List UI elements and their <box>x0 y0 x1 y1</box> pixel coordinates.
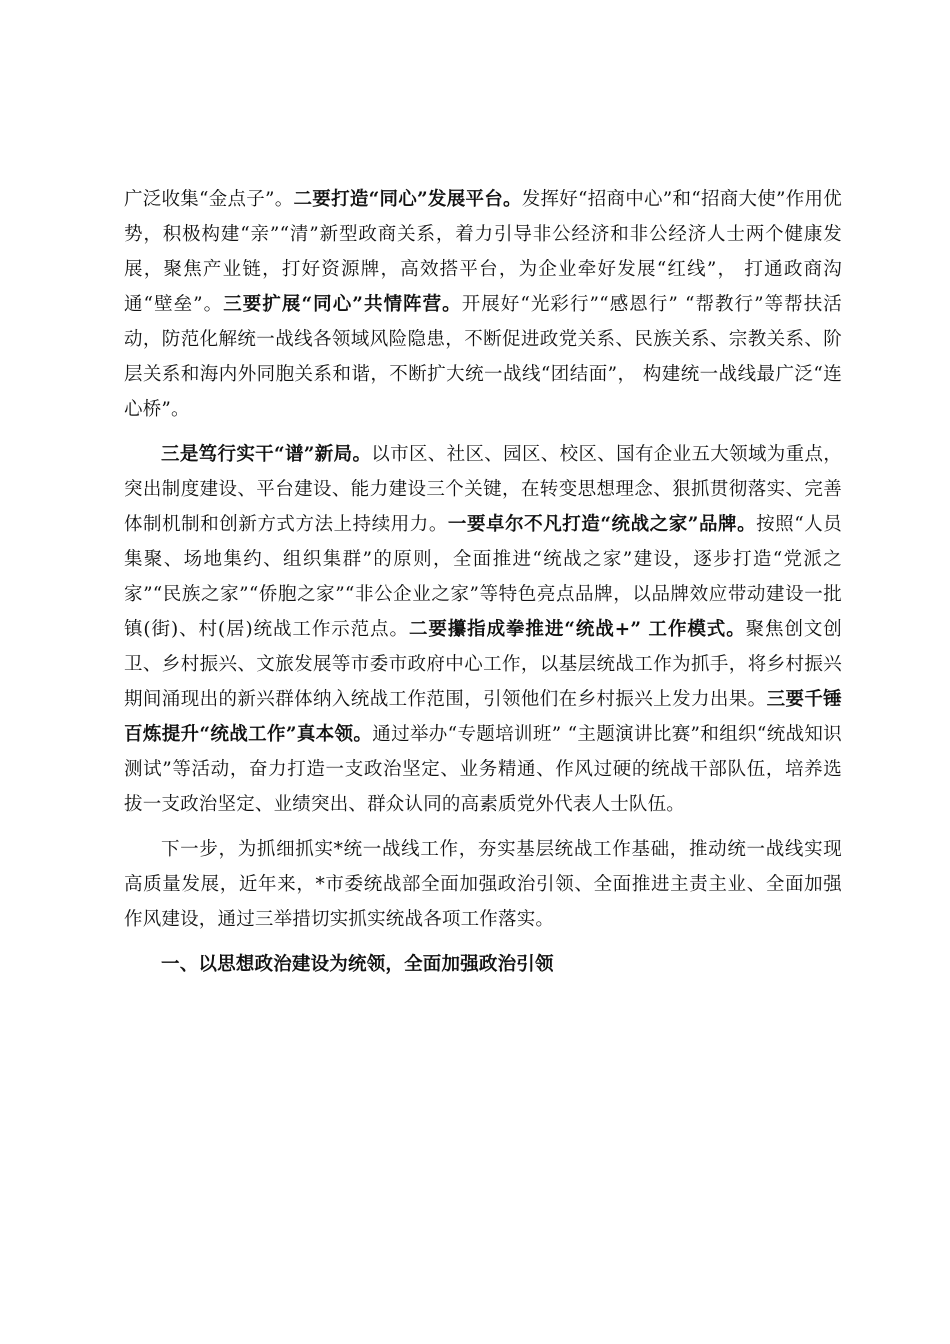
paragraph-2 <box>124 437 842 822</box>
text-run: 发挥好“招商中心”和“招商大使”作用优势，积极构建“亲”“清”新型政商关系，着力引导非公经济和非公经济人士两个健康发展，聚焦产业链，打好资源牌，高效搭平台，为企业牵好发展“红线”， 打通政商沟通“壁垒”。 <box>124 189 843 315</box>
paragraph-3 <box>124 832 842 937</box>
bold-heading-run: 三是笃行实干“谱”新局。 <box>161 444 372 465</box>
bold-heading-run: 三要千锤百炼提升“统战工作”真本领。 <box>124 689 842 745</box>
text-run: 以市区、社区、园区、校区、国有企业五大领域为重点，突出制度建设、平台建设、能力建设三个关键，在转变思想理念、狠抓贯彻落实、完善体制机制和创新方式方法上持续用力。 <box>124 444 842 535</box>
text-run: 开展好“光彩行”“感恩行” “帮教行”等帮扶活动，防范化解统一战线各领域风险隐患，不断促进政党关系、民族关系、宗教关系、阶层关系和海内外同胞关系和谐，不断扩大统一战线“团结面”， 构建统一战线最广泛“连心桥”。 <box>124 294 842 420</box>
text-run: 按照“人员集聚、场地集约、组织集群”的原则，全面推进“统战之家”建设，逐步打造“党派之家”“民族之家”“侨胞之家”“非公企业之家”等特色亮点品牌，以品牌效应带动建设一批镇(街)、村(居)统战工作示范点。 <box>124 514 842 640</box>
text-run: 广泛收集“金点子”。 <box>124 189 294 210</box>
text-run: 聚焦创文创卫、乡村振兴、文旅发展等市委市政府中心工作，以基层统战工作为抓手，将乡村振兴期间涌现出的新兴群体纳入统战工作范围，引领他们在乡村振兴上发力出果。 <box>124 619 842 710</box>
bold-heading-run: 二要攥指成拳推进“统战+” 工作模式。 <box>408 619 746 640</box>
bold-heading-run: 三要扩展“同心”共情阵营。 <box>223 294 462 315</box>
text-run: 下一步，为抓细抓实*统一战线工作，夯实基层统战工作基础，推动统一战线实现高质量发展，近年来，*市委统战部全面加强政治引领、全面推进主责主业、全面加强作风建设，通过三举措切实抓实统战各项工作落实。 <box>124 839 842 930</box>
bold-heading-run: 一要卓尔不凡打造“统战之家”品牌。 <box>447 514 757 535</box>
bold-heading-run: 一、以思想政治建设为统领，全面加强政治引领 <box>161 954 554 975</box>
paragraph-1 <box>124 182 842 427</box>
text-run: 通过举办“专题培训班” “主题演讲比赛”和组织“统战知识测试”等活动，奋力打造一支政治坚定、业务精通、作风过硬的统战干部队伍，培养选拔一支政治坚定、业绩突出、群众认同的高素质党外代表人士队伍。 <box>124 724 842 815</box>
section-heading <box>124 947 842 982</box>
bold-heading-run: 二要打造“同心”发展平台。 <box>293 189 522 210</box>
document-page <box>124 182 842 982</box>
